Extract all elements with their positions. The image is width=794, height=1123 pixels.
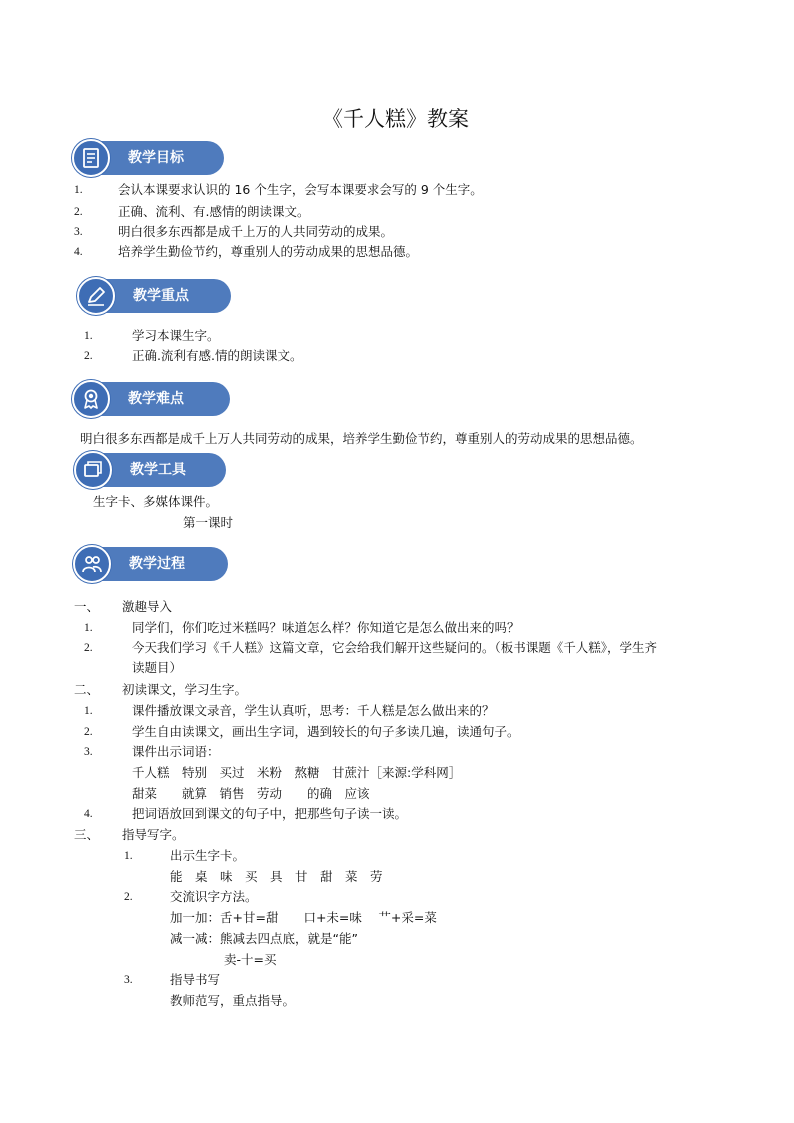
folders-icon bbox=[74, 451, 112, 489]
character-list: 能 桌 味 买 具 甘 甜 菜 劳 bbox=[170, 869, 383, 884]
process-s1-num-2: 2. bbox=[84, 642, 93, 654]
process-s2-title: 初读课文，学习生字。 bbox=[122, 682, 248, 697]
process-s1-num: 一、 bbox=[74, 599, 100, 614]
tools-text: 生字卡、多媒体课件。 bbox=[93, 494, 219, 509]
section-banner-process bbox=[73, 545, 228, 583]
process-s2-text-1: 课件播放课文录音，学生认真听，思考：千人糕是怎么做出来的？ bbox=[132, 703, 495, 718]
section-banner-difficult bbox=[72, 380, 230, 418]
goals-text-4: 培养学生勤俭节约，尊重别人的劳动成果的思想品德。 bbox=[118, 244, 419, 259]
section-banner-tools bbox=[74, 451, 226, 489]
goals-text-2: 正确、流利、有.感情的朗读课文。 bbox=[118, 204, 310, 219]
process-s3-num-3: 3. bbox=[124, 974, 133, 986]
process-s1-text-1: 同学们，你们吃过米糕吗？味道怎么样？你知道它是怎么做出来的吗？ bbox=[132, 620, 520, 635]
process-s2-num: 二、 bbox=[74, 682, 100, 697]
teacher-demo-line: 教师范写，重点指导。 bbox=[170, 993, 296, 1008]
key-num-2: 2. bbox=[84, 350, 93, 362]
process-s3-num-2: 2. bbox=[124, 891, 133, 903]
award-ribbon-icon bbox=[72, 380, 110, 418]
add-method-line: 加一加：舌+甘=甜 口+未=味 艹+采=菜 bbox=[170, 910, 437, 925]
goals-num-4: 4. bbox=[74, 246, 83, 258]
page-title: 《千人糕》教案 bbox=[322, 107, 469, 131]
process-s2-num-3: 3. bbox=[84, 746, 93, 758]
key-num-1: 1. bbox=[84, 330, 93, 342]
section-banner-goals bbox=[72, 139, 224, 177]
process-s3-text-2: 交流识字方法。 bbox=[170, 889, 258, 904]
goals-num-3: 3. bbox=[74, 226, 83, 238]
section-label-difficult: 教学难点 bbox=[94, 382, 230, 416]
word-list-line-2: 甜菜 就算 销售 劳动 的确 应该 bbox=[132, 786, 370, 801]
checklist-icon bbox=[72, 139, 110, 177]
process-s3-num-1: 1. bbox=[124, 850, 133, 862]
process-s3-text-1: 出示生字卡。 bbox=[170, 848, 246, 863]
people-icon bbox=[73, 545, 111, 583]
process-s1-title: 激趣导入 bbox=[122, 599, 173, 614]
section-label-key: 教学重点 bbox=[99, 279, 231, 313]
process-s3-title: 指导写字。 bbox=[122, 827, 185, 842]
key-text-1: 学习本课生字。 bbox=[132, 328, 220, 343]
process-s1-num-1: 1. bbox=[84, 622, 93, 634]
goals-text-3: 明白很多东西都是成千上万的人共同劳动的成果。 bbox=[118, 224, 394, 239]
goals-text-1: 会认本课要求认识的 16 个生字，会写本课要求会写的 9 个生字。 bbox=[118, 182, 483, 197]
lesson-label: 第一课时 bbox=[183, 515, 234, 530]
process-s3-num: 三、 bbox=[74, 827, 100, 842]
process-s2-num-4: 4. bbox=[84, 808, 93, 820]
process-s2-text-2: 学生自由读课文，画出生字词，遇到较长的句子多读几遍，读通句子。 bbox=[132, 724, 520, 739]
section-label-process: 教学过程 bbox=[95, 547, 228, 581]
difficult-text: 明白很多东西都是成千上万人共同劳动的成果，培养学生勤俭节约，尊重别人的劳动成果的思想品德。 bbox=[80, 431, 643, 446]
subtract-method-line-2: 卖-十=买 bbox=[224, 952, 277, 967]
section-banner-key bbox=[77, 277, 231, 315]
process-s2-num-1: 1. bbox=[84, 705, 93, 717]
process-s2-text-4: 把词语放回到课文的句子中，把那些句子读一读。 bbox=[132, 806, 408, 821]
process-s3-text-3: 指导书写 bbox=[170, 972, 221, 987]
goals-num-2: 2. bbox=[74, 206, 83, 218]
subtract-method-line: 减一减：熊减去四点底，就是“能” bbox=[170, 931, 358, 946]
process-s2-text-3: 课件出示词语： bbox=[132, 744, 220, 759]
process-s1-text-2-cont: 读题目） bbox=[132, 660, 183, 675]
process-s1-text-2: 今天我们学习《千人糕》这篇文章，它会给我们解开这些疑问的。（板书课题《千人糕》，学生齐 bbox=[132, 640, 658, 655]
word-list-line-1: 千人糕 特别 买过 米粉 熬糖 甘蔗汁［来源:学科网］ bbox=[132, 765, 462, 780]
key-text-2: 正确.流利有感.情的朗读课文。 bbox=[132, 348, 303, 363]
goals-num-1: 1. bbox=[74, 184, 83, 196]
pencil-icon bbox=[77, 277, 115, 315]
section-label-tools: 教学工具 bbox=[96, 453, 226, 487]
process-s2-num-2: 2. bbox=[84, 726, 93, 738]
section-label-goals: 教学目标 bbox=[94, 141, 224, 175]
